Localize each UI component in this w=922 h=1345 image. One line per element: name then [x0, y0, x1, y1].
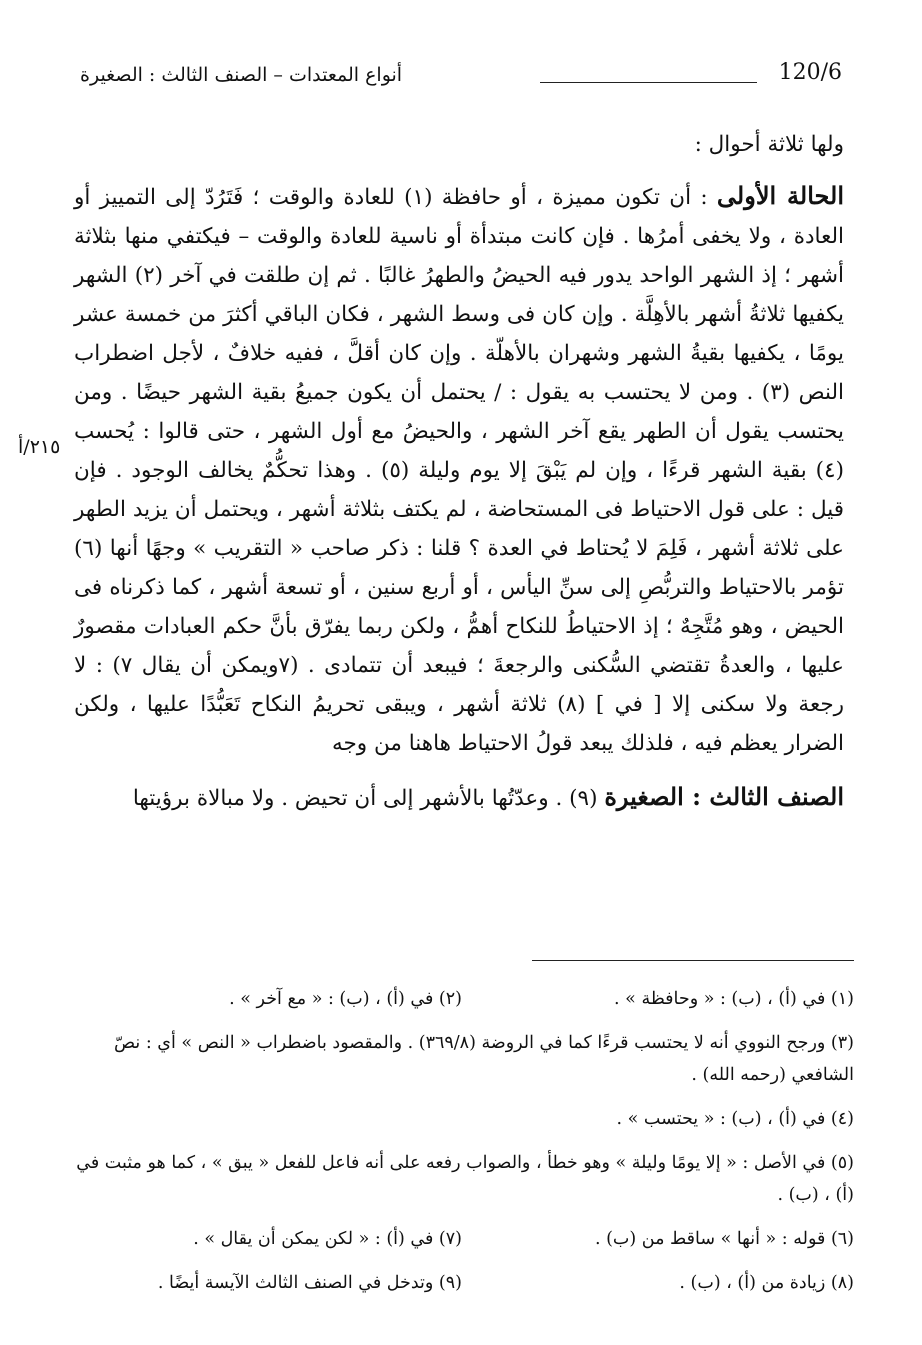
manuscript-folio-marker: ٢١٥/أ — [18, 436, 61, 458]
section-three-text: (٩) . وعدّتُها بالأشهر إلى أن تحيض . ولا مبالاة برؤيتها — [132, 786, 605, 811]
intro-line: ولها ثلاثة أحوال : — [694, 132, 844, 157]
footnote-9: (٩) وتدخل في الصنف الثالث الآيسة أيضًا . — [157, 1273, 462, 1293]
footnote-1: (١) في (أ) ، (ب) : « وحافظة » . — [614, 989, 854, 1009]
section-three-paragraph — [74, 777, 844, 818]
footnote-8: (٨) زيادة من (أ) ، (ب) . — [679, 1273, 854, 1293]
running-title: أنواع المعتدات – الصنف الثالث : الصغيرة — [80, 64, 403, 86]
footnote-6: (٦) قوله : « أنها » ساقط من (ب) . — [594, 1229, 854, 1249]
footnote-7: (٧) في (أ) : « لكن يمكن أن يقال » . — [193, 1229, 462, 1249]
footnote-separator — [532, 960, 854, 961]
header-rule — [540, 82, 757, 83]
case-one-heading: الحالة الأولى — [716, 181, 844, 210]
footnote-2: (٢) في (أ) ، (ب) : « مع آخر » . — [229, 989, 462, 1009]
footnote-3: (٣) ورجح النووي أنه لا يحتسب قرءًا كما في الروضة (٣٦٩/٨) . والمقصود باضطراب « النص » أي : نصّ الشافعي (رحمه الله) . — [113, 1033, 854, 1085]
section-three-heading: الصنف الثالث : الصغيرة — [604, 782, 844, 811]
case-one-paragraph — [74, 176, 844, 763]
footnote-row — [70, 983, 854, 1015]
case-one-text: : أن تكون مميزة ، أو حافظة (١) للعادة والوقت ؛ فَتَرُدّ إلى التمييز أو العادة ، ولا يخفى أمرُها . فإن كانت مبتدأة أو ناسية للعادة والوقت – فيكتفي منها بثلاثة أشهر ؛ إذ الشهر الواحد يدور فيه الحيضُ والطهرُ غالبًا . ثم إن طلقت في آخر (٢) الشهر يكفيها ثلاثةُ أشهر بالأهِلَّة . وإن كان فى وسط الشهر ، فكان الباقي أكثرَ من خمسة عشر يومًا ، يكفيها بقيةُ الشهر وشهران بالأهلّة . وإن كان أقلَّ ، ففيه خلافٌ ، لأجل اضطراب النص (٣) . ومن لا يحتسب به يقول : / يحتمل أن يكون جميعُ بقية الشهر حيضًا . ومن يحتسب يقول أن الطهر يقع آخر الشهر ، والحيضُ مع أول الشهر ، حتى قالوا : يُحسب (٤) بقية الشهر قرءًا ، وإن لم يَبْقَ إلا يوم وليلة (٥) . وهذا تحكُّمٌ يخالف الوجود . فإن قيل : على قول الاحتياط فى المستحاضة ، لم يكتف بثلاثة أشهر ، ويحتمل أن يزيد الطهر على ثلاثة أشهر ، فَلِمَ لا يُحتاط في العدة ؟ قلنا : ذكر صاحب « التقريب » وجهًا أنها (٦) تؤمر بالاحتياط والتربُّصِ إلى سنِّ اليأس ، أو أربع سنين ، أو تسعة أشهر ، كما ذكرناه فى الحيض ، وهو مُتَّجِهٌ ؛ إذ الاحتياطُ للنكاح أهمُّ ، ولكن ربما يفرّق بأنَّ حكم العبادات مقصورٌ عليها ، والعدةُ تقتضي السُّكنى والرجعةَ ؛ فيبعد أن تتمادى . (٧ويمكن أن يقال ٧) : لا رجعة ولا سكنى إلا [ في ] (٨) ثلاثة أشهر ، ويبقى تحريمُ النكاح تَعَبُّدًا عليها ، ولكن الضرار يعظم فيه ، فلذلك يبعد قولُ الاحتياط هاهنا من وجه — [74, 185, 845, 756]
footnote-row — [70, 1223, 854, 1255]
page-number: 120/6 — [778, 60, 842, 85]
footnote-5: (٥) في الأصل : « إلا يومًا وليلة » وهو خطأ ، والصواب رفعه على أنه فاعل للفعل « يبق » ، كما هو مثبت في (أ) ، (ب) . — [76, 1153, 854, 1205]
footnote-4: (٤) في (أ) ، (ب) : « يحتسب » . — [616, 1109, 854, 1129]
main-text — [74, 125, 844, 818]
footnote-row — [70, 1267, 854, 1299]
footnotes — [70, 983, 854, 1311]
running-header — [80, 60, 842, 100]
